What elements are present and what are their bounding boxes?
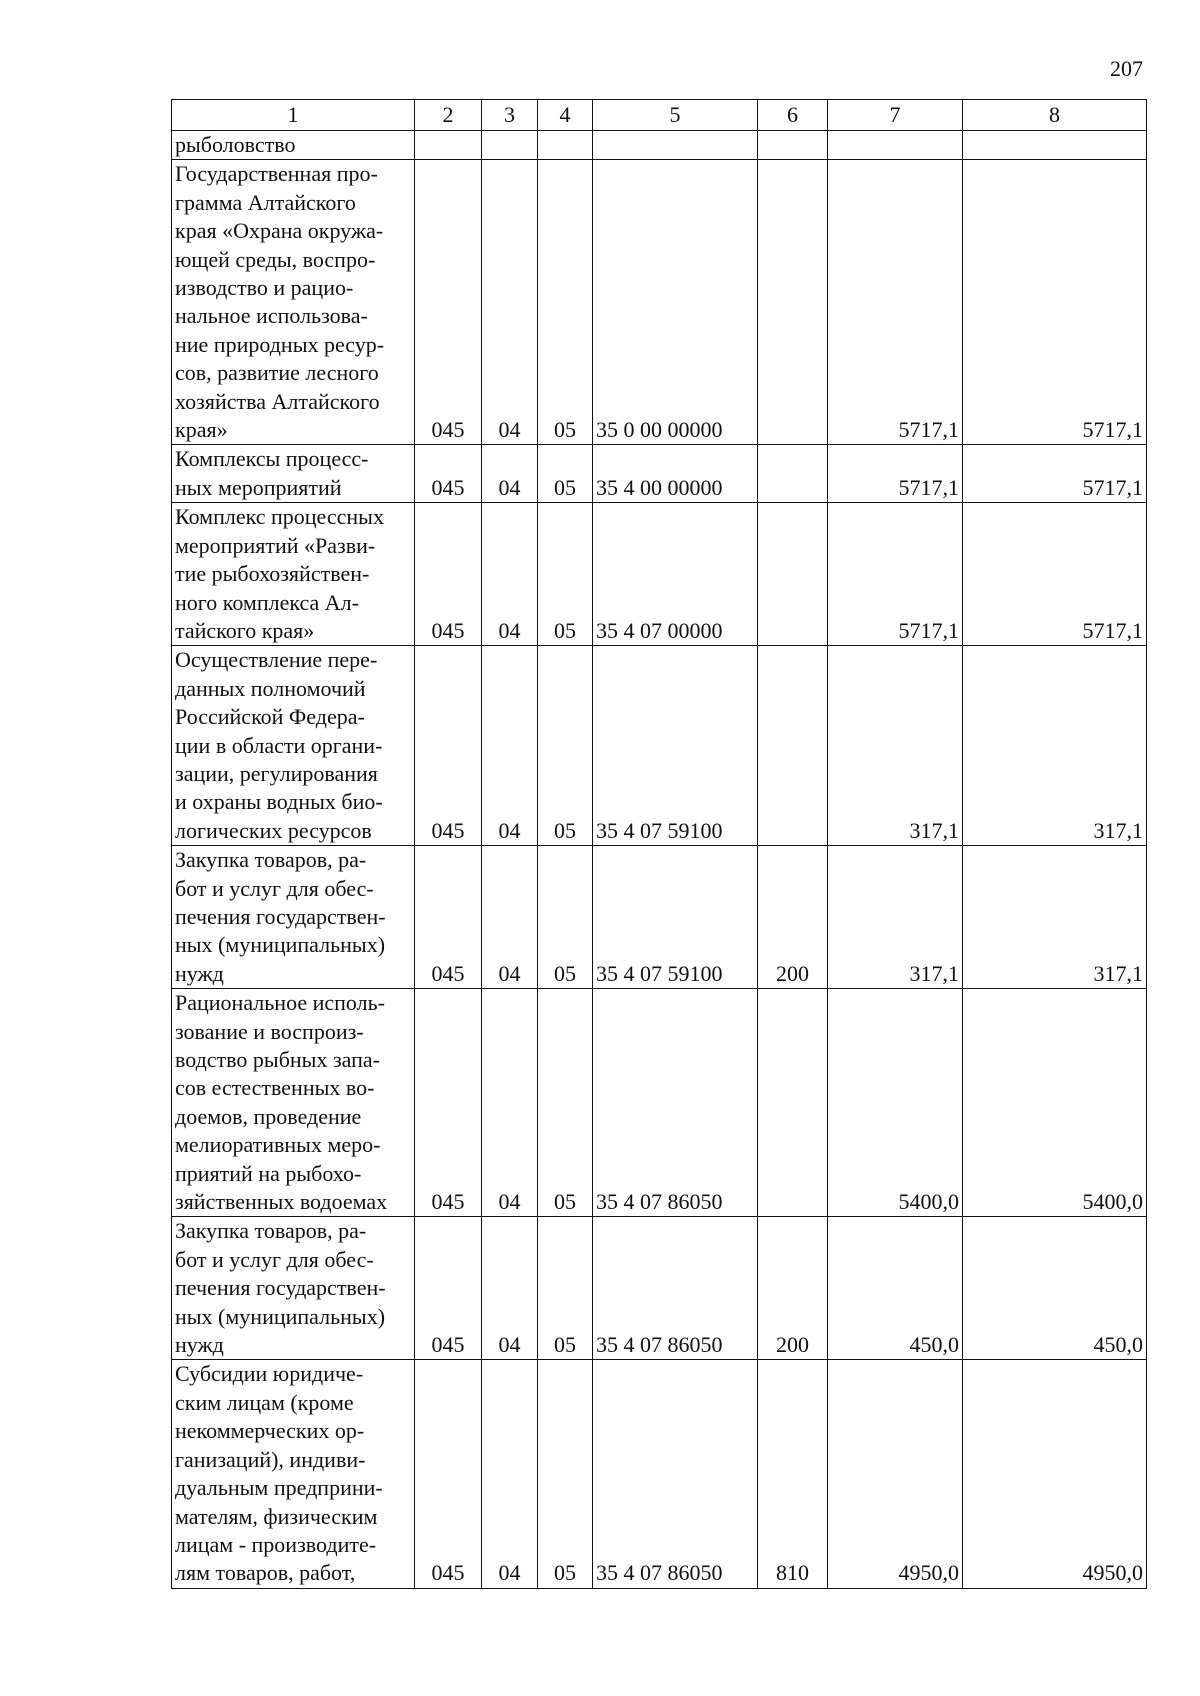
cell-subsection: 05: [538, 1360, 593, 1588]
cell-target-article: 35 0 00 00000: [593, 160, 758, 445]
description-line: лицам - производите-: [175, 1531, 377, 1557]
description-line: приятий на рыбохо-: [175, 1160, 362, 1186]
table-row: [172, 131, 1147, 160]
table-header: [172, 100, 1147, 131]
cell-expense-type: [758, 646, 828, 846]
description-line: ции в области органи-: [175, 732, 383, 758]
cell-target-article: 35 4 07 00000: [593, 503, 758, 646]
description-line: некоммерческих ор-: [175, 1418, 365, 1444]
table-row: [172, 989, 1147, 1217]
cell-section: [482, 131, 538, 160]
table-row: [172, 1217, 1147, 1360]
cell-subsection: 05: [538, 846, 593, 989]
description-line: мероприятий «Разви-: [175, 532, 376, 558]
description-line: нужд: [175, 960, 224, 986]
description-line: нальное использова-: [175, 303, 368, 329]
description-line: рыболовство: [175, 132, 296, 157]
cell-amount-1: [828, 131, 963, 160]
cell-section: 04: [482, 846, 538, 989]
cell-section: 04: [482, 646, 538, 846]
description-line: ющей среды, воспро-: [175, 246, 376, 272]
column-header: 7: [828, 100, 963, 131]
cell-target-article: 35 4 07 86050: [593, 1217, 758, 1360]
header-row: [172, 100, 1147, 131]
row-description: [172, 445, 415, 503]
row-description: [172, 1217, 415, 1360]
description-line: зации, регулирования: [175, 760, 378, 786]
description-line: Российской Федера-: [175, 704, 365, 730]
cell-target-article: 35 4 07 59100: [593, 846, 758, 989]
description-line: печения государствен-: [175, 1275, 386, 1301]
cell-amount-1: 5717,1: [828, 160, 963, 445]
table-row: [172, 445, 1147, 503]
description-line: Закупка товаров, ра-: [175, 1218, 367, 1244]
row-description: [172, 989, 415, 1217]
description-line: ским лицам (кроме: [175, 1389, 354, 1415]
table-row: [172, 646, 1147, 846]
row-description: [172, 1360, 415, 1588]
description-line: данных полномочий: [175, 675, 366, 701]
description-line: ганизаций), индиви-: [175, 1446, 366, 1472]
cell-amount-2: 5717,1: [963, 160, 1147, 445]
cell-amount-1: 317,1: [828, 846, 963, 989]
cell-expense-type: [758, 989, 828, 1217]
description-line: хозяйства Алтайского: [175, 388, 380, 414]
description-line: Субсидии юридиче-: [175, 1361, 364, 1387]
cell-target-article: 35 4 00 00000: [593, 445, 758, 503]
row-description: [172, 131, 415, 160]
description-line: зование и воспроиз-: [175, 1018, 364, 1044]
cell-admin-code: 045: [415, 646, 482, 846]
cell-admin-code: 045: [415, 846, 482, 989]
cell-target-article: 35 4 07 86050: [593, 1360, 758, 1588]
cell-admin-code: [415, 131, 482, 160]
table-row: [172, 846, 1147, 989]
cell-admin-code: 045: [415, 503, 482, 646]
description-line: грамма Алтайского: [175, 189, 356, 215]
cell-subsection: 05: [538, 646, 593, 846]
column-header: 2: [415, 100, 482, 131]
cell-amount-2: 5717,1: [963, 503, 1147, 646]
description-line: зяйственных водоемах: [175, 1189, 388, 1215]
budget-table: [171, 99, 1147, 1589]
table-row: [172, 160, 1147, 445]
description-line: дуальным предприни-: [175, 1475, 383, 1501]
cell-amount-2: [963, 131, 1147, 160]
table-body: [172, 131, 1147, 1589]
cell-amount-1: 5717,1: [828, 503, 963, 646]
description-line: доемов, проведение: [175, 1103, 362, 1129]
description-line: сов, развитие лесного: [175, 360, 379, 386]
cell-subsection: 05: [538, 1217, 593, 1360]
cell-admin-code: 045: [415, 160, 482, 445]
cell-section: 04: [482, 989, 538, 1217]
cell-expense-type: 810: [758, 1360, 828, 1588]
description-line: лям товаров, работ,: [175, 1560, 356, 1586]
cell-amount-1: 317,1: [828, 646, 963, 846]
cell-amount-1: 5717,1: [828, 445, 963, 503]
cell-admin-code: 045: [415, 1360, 482, 1588]
description-line: края»: [175, 417, 228, 443]
row-description: [172, 646, 415, 846]
description-line: края «Охрана окружа-: [175, 218, 384, 244]
description-line: мателям, физическим: [175, 1503, 378, 1529]
column-header: 3: [482, 100, 538, 131]
cell-expense-type: 200: [758, 1217, 828, 1360]
description-line: тайского края»: [175, 617, 315, 643]
cell-amount-2: 317,1: [963, 646, 1147, 846]
description-line: Осуществление пере-: [175, 647, 378, 673]
description-line: бот и услуг для обес-: [175, 875, 374, 901]
page-number: 207: [1110, 56, 1143, 81]
column-header: 4: [538, 100, 593, 131]
description-line: Комплексы процесс-: [175, 446, 369, 472]
description-line: ных (муниципальных): [175, 932, 386, 958]
table-row: [172, 1360, 1147, 1588]
cell-expense-type: [758, 445, 828, 503]
cell-subsection: 05: [538, 989, 593, 1217]
description-line: ние природных ресур-: [175, 331, 385, 357]
cell-admin-code: 045: [415, 1217, 482, 1360]
cell-expense-type: [758, 131, 828, 160]
cell-admin-code: 045: [415, 445, 482, 503]
cell-amount-2: 317,1: [963, 846, 1147, 989]
cell-subsection: 05: [538, 503, 593, 646]
description-line: логических ресурсов: [175, 817, 372, 843]
column-header: 8: [963, 100, 1147, 131]
cell-section: 04: [482, 445, 538, 503]
row-description: [172, 846, 415, 989]
cell-target-article: [593, 131, 758, 160]
cell-amount-2: 5717,1: [963, 445, 1147, 503]
cell-subsection: 05: [538, 160, 593, 445]
description-line: мелиоративных меро-: [175, 1132, 381, 1158]
description-line: Комплекс процессных: [175, 504, 384, 530]
cell-amount-1: 5400,0: [828, 989, 963, 1217]
description-line: Государственная про-: [175, 161, 378, 187]
row-description: [172, 503, 415, 646]
description-line: и охраны водных био-: [175, 789, 383, 815]
description-line: водство рыбных запа-: [175, 1047, 380, 1072]
description-line: нужд: [175, 1332, 224, 1358]
description-line: изводство и рацио-: [175, 275, 354, 301]
column-header: 6: [758, 100, 828, 131]
cell-expense-type: [758, 160, 828, 445]
description-line: ного комплекса Ал-: [175, 589, 359, 615]
cell-amount-2: 5400,0: [963, 989, 1147, 1217]
description-line: сов естественных во-: [175, 1075, 375, 1101]
description-line: тие рыбохозяйствен-: [175, 561, 370, 587]
cell-section: 04: [482, 1360, 538, 1588]
cell-amount-2: 4950,0: [963, 1360, 1147, 1588]
cell-target-article: 35 4 07 86050: [593, 989, 758, 1217]
cell-section: 04: [482, 160, 538, 445]
cell-target-article: 35 4 07 59100: [593, 646, 758, 846]
cell-expense-type: [758, 503, 828, 646]
description-line: Закупка товаров, ра-: [175, 847, 367, 873]
cell-amount-1: 4950,0: [828, 1360, 963, 1588]
cell-subsection: 05: [538, 445, 593, 503]
description-line: Рациональное исполь-: [175, 990, 385, 1016]
description-line: печения государствен-: [175, 903, 386, 929]
column-header: 5: [593, 100, 758, 131]
cell-section: 04: [482, 503, 538, 646]
cell-admin-code: 045: [415, 989, 482, 1217]
cell-expense-type: 200: [758, 846, 828, 989]
description-line: ных мероприятий: [175, 474, 342, 500]
table-row: [172, 503, 1147, 646]
cell-amount-1: 450,0: [828, 1217, 963, 1360]
description-line: ных (муниципальных): [175, 1303, 386, 1329]
column-header: 1: [172, 100, 415, 131]
cell-amount-2: 450,0: [963, 1217, 1147, 1360]
row-description: [172, 160, 415, 445]
cell-subsection: [538, 131, 593, 160]
description-line: бот и услуг для обес-: [175, 1246, 374, 1272]
cell-section: 04: [482, 1217, 538, 1360]
